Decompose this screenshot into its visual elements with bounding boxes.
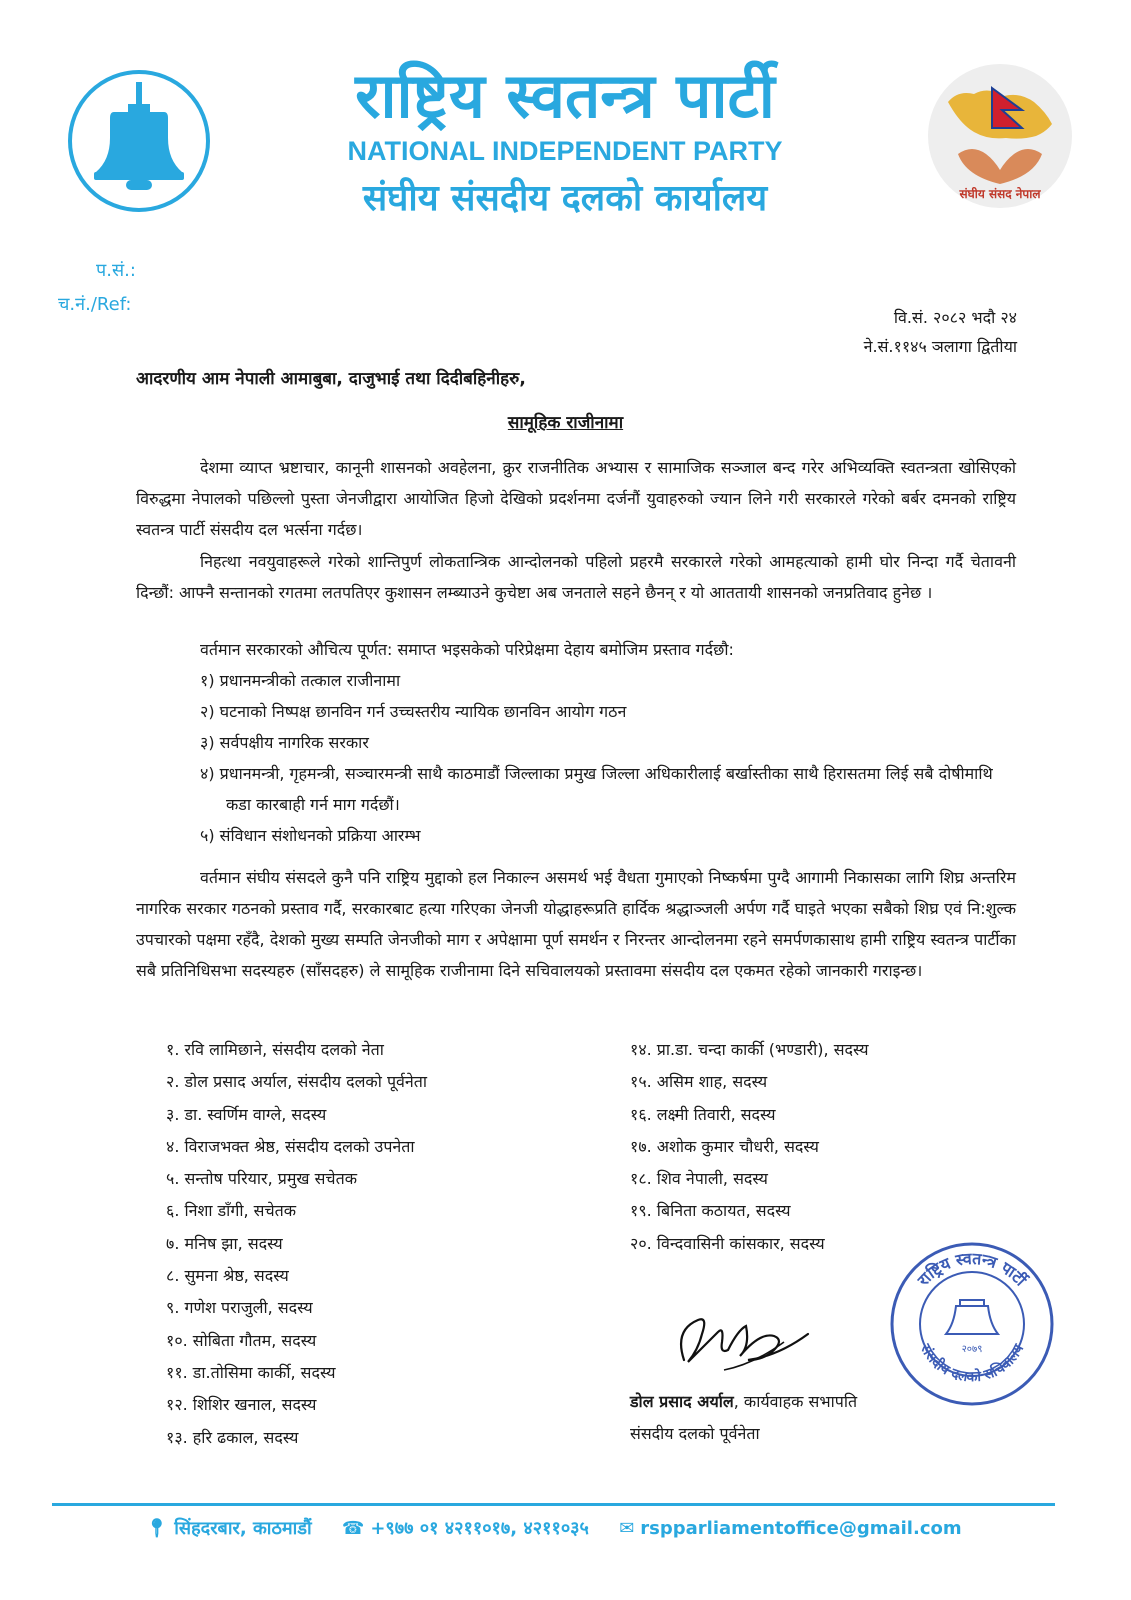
member-item: १३. हरि ढकाल, सदस्य <box>166 1427 299 1447</box>
member-item: ३. डा. स्वर्णिम वाग्ले, सदस्य <box>166 1104 327 1124</box>
demand-item: ५) संविधान संशोधनको प्रक्रिया आरम्भ <box>200 826 421 845</box>
signer-role: , कार्यवाहक सभापति <box>733 1392 858 1411</box>
demand-item: ३) सर्वपक्षीय नागरिक सरकार <box>200 733 369 752</box>
signer-line <box>630 1390 857 1412</box>
member-item: २०. विन्दवासिनी कांसकार, सदस्य <box>630 1233 825 1253</box>
footer-address <box>145 1518 311 1539</box>
ref-label: च.नं./Ref: <box>58 294 132 315</box>
right-logo-caption: संघीय संसद नेपाल <box>959 187 1041 201</box>
member-item: २. डोल प्रसाद अर्याल, संसदीय दलको पूर्वनेता <box>166 1072 428 1092</box>
member-item: १९. बिनिता कठायत, सदस्य <box>630 1201 791 1221</box>
member-item: ६. निशा डाँगी, सचेतक <box>166 1201 297 1221</box>
member-item: १७. अशोक कुमार चौधरी, सदस्य <box>630 1136 819 1156</box>
location-pin-icon: 📍︎ <box>145 1518 169 1539</box>
subject-heading <box>0 410 1131 433</box>
handwritten-signature <box>664 1300 834 1388</box>
signer-name: डोल प्रसाद अर्याल <box>630 1392 734 1411</box>
member-item: १५. असिम शाह, सदस्य <box>630 1072 768 1092</box>
federal-parliament-logo <box>926 62 1074 210</box>
party-bell-logo <box>66 68 212 214</box>
member-item: १६. लक्ष्मी तिवारी, सदस्य <box>630 1104 776 1124</box>
seal-top-text: राष्ट्रिय स्वतन्त्र पार्टी <box>913 1248 1031 1290</box>
seal-bottom-text: संसदीय दलको सचिवालय <box>916 1341 1028 1386</box>
members-list-right <box>630 1034 869 1260</box>
members-list-left <box>166 1034 427 1454</box>
member-item: १. रवि लामिछाने, संसदीय दलको नेता <box>166 1040 384 1059</box>
footer-contact <box>52 1516 1055 1540</box>
member-item: १०. सोबिता गौतम, सदस्य <box>166 1330 317 1350</box>
member-item: १८. शिव नेपाली, सदस्य <box>630 1169 768 1189</box>
paragraph-4: वर्तमान संघीय संसदले कुनै पनि राष्ट्रिय मुद्दाको हल निकाल्न असमर्थ भई वैधता गुमाएको निष्कर्षमा पुग्दै आगामी निकासका लागि शिघ्र अन्तरिम नागरिक सरकार गठनको प्रस्ताव गर्दै, सरकारबाट हत्या गरिएका जेनजी योद्धाहरूप्रति हार्दिक श्रद्धाञ्जली अर्पण गर्दै घाइते भएका सबैको शिघ्र एवं नि:शुल्क उपचारको पक्षमा रहँदै, देशको मुख्य सम्पति जेनजीको माग र अपेक्षामा पूर्ण समर्थन र निरन्तर आन्दोलनमा रहने समर्पणकासाथ हामी राष्ट्रिय स्वतन्त्र पार्टीका सबै प्रतिनिधिसभा सदस्यहरु (साँसदहरु) ले सामूहिक राजीनामा दिने सचिवालयको प्रस्तावमा संसदीय दल एकमत रहेको जानकारी गराइन्छ। <box>136 868 1016 980</box>
seal-year: २०७९ <box>961 1344 983 1355</box>
member-item: ७. मनिष झा, सदस्य <box>166 1233 283 1253</box>
footer-address-text: सिंहदरबार, काठमाडौं <box>174 1518 312 1539</box>
member-item: १२. शिशिर खनाल, सदस्य <box>166 1395 317 1415</box>
member-item: ५. सन्तोष परियार, प्रमुख सचेतक <box>166 1169 357 1189</box>
paragraph-3: वर्तमान सरकारको औचित्य पूर्णत: समाप्त भइसकेको परिप्रेक्षमा देहाय बमोजिम प्रस्ताव गर्दछौ: <box>200 640 734 659</box>
member-item: ११. डा.तोसिमा कार्की, सदस्य <box>166 1362 336 1382</box>
salutation: आदरणीय आम नेपाली आमाबुबा, दाजुभाई तथा दिदीबहिनीहरु, <box>136 369 526 389</box>
demand-item: ४) प्रधानमन्त्री, गृहमन्त्री, सञ्चारमन्त्री साथै काठमाडौं जिल्लाका प्रमुख जिल्ला अधिकारीलाई बर्खास्तीका साथै हिरासतमा लिई सबै दोषीमाथि कडा कारबाही गर्न माग गर्दछौं। <box>200 764 993 814</box>
demand-item: १) प्रधानमन्त्रीको तत्काल राजीनामा <box>200 671 401 690</box>
subject-text: सामूहिक राजीनामा <box>507 413 624 433</box>
ps-label: प.सं.: <box>96 260 136 281</box>
member-item: ४. विराजभक्त श्रेष्ठ, संसदीय दलको उपनेता <box>166 1136 415 1156</box>
demand-item: २) घटनाको निष्पक्ष छानविन गर्न उच्चस्तरीय न्यायिक छानविन आयोग गठन <box>200 702 627 721</box>
footer-phone <box>342 1518 589 1539</box>
envelope-icon: ✉︎ <box>619 1518 635 1539</box>
office-seal <box>888 1240 1056 1408</box>
paragraph-2: निहत्था नवयुवाहरूले गरेको शान्तिपुर्ण लोकतान्त्रिक आन्दोलनको पहिलो प्रहरमै सरकारले गरेको आमहत्याको हामी घोर निन्दा गर्दै चेतावनी दिन्छौं: आफ्नै सन्तानको रगतमा लतपतिएर कुशासन लम्ब्याउने कुचेष्टा अब जनताले सहने छैनन् र यो आततायी शासनको जनप्रतिवाद हुनेछ । <box>136 552 1016 602</box>
party-name-english: NATIONAL INDEPENDENT PARTY <box>347 136 783 166</box>
date-bs: वि.सं. २०८२ भदौ २४ <box>893 308 1017 327</box>
signer-role-secondary: संसदीय दलको पूर्वनेता <box>630 1424 760 1443</box>
date-ns: ने.सं.११४५ ञलागा द्वितीया <box>863 337 1017 356</box>
footer-divider <box>52 1503 1055 1506</box>
paragraph-1: देशमा व्याप्त भ्रष्टाचार, कानूनी शासनको अवहेलना, क्रुर राजनीतिक अभ्यास र सामाजिक सञ्जाल बन्द गरेर अभिव्यक्ति स्वतन्त्रता खोसिएको विरुद्धमा नेपालको पछिल्लो पुस्ता जेनजीद्वारा आयोजित हिजो देखिको प्रदर्शनमा दर्जनौं युवाहरुको ज्यान लिने गरी सरकारले गरेको बर्बर दमनको राष्ट्रिय स्वतन्त्र पार्टी संसदीय दल भर्त्सना गर्दछ। <box>136 458 1016 539</box>
footer-email[interactable] <box>619 1518 961 1539</box>
footer-email-text[interactable]: rspparliamentoffice@gmail.com <box>640 1518 962 1539</box>
footer-phone-text: +९७७ ०१ ४२११०१७, ४२११०३५ <box>370 1518 589 1539</box>
member-item: ८. सुमना श्रेष्ठ, सदस्य <box>166 1266 289 1286</box>
member-item: १४. प्रा.डा. चन्दा कार्की (भण्डारी), सदस्य <box>630 1040 869 1059</box>
phone-icon: ☎︎ <box>341 1518 365 1539</box>
member-item: ९. गणेश पराजुली, सदस्य <box>166 1298 313 1318</box>
party-name-nepali: राष्ट्रिय स्वतन्त्र पार्टी <box>355 59 775 132</box>
office-name: संघीय संसदीय दलको कार्यालय <box>362 178 768 219</box>
